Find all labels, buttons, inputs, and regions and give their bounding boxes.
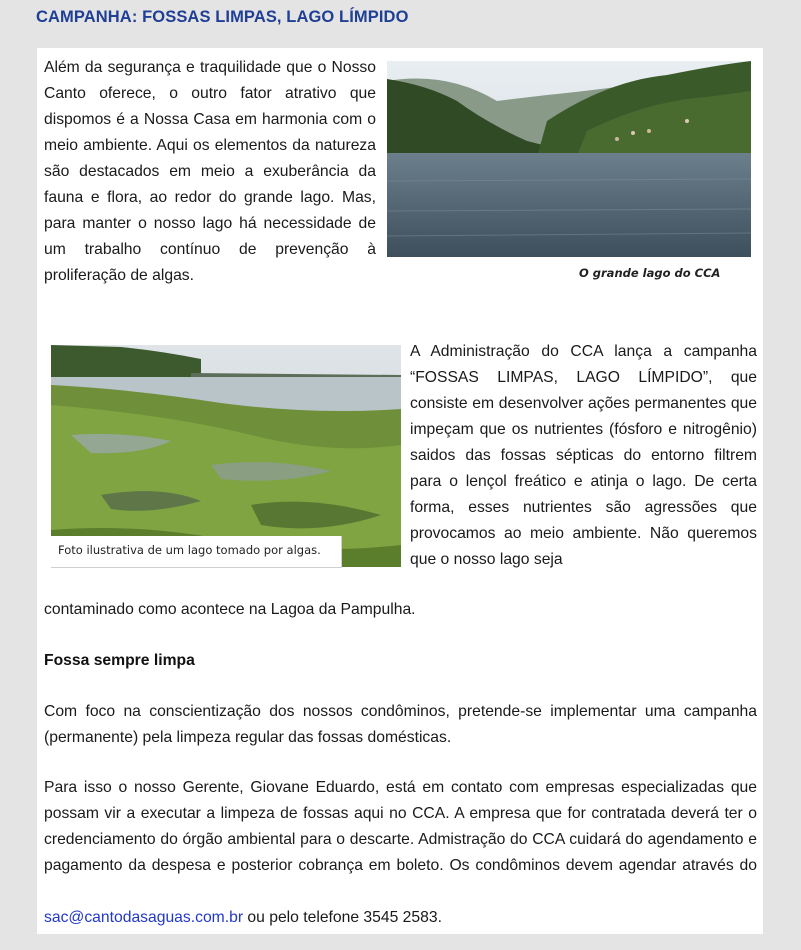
campaign-paragraph: A Administração do CCA lança a campanha “FOSSAS LIMPAS, LAGO LÍMPIDO”, que consiste em desenvolver ações permanentes que impeçam que os nutrientes (fósforo e nitrogênio) saidos das fossas sépticas do entorno filtrem para o lençol freático e atinja o lago. De certa forma, esses nutrientes são agressões que provocamos ao meio ambiente. Não queremos que o nosso lago seja — [410, 343, 757, 568]
algae-lake-photo-image — [51, 345, 401, 567]
algae-photo-caption: Foto ilustrativa de um lago tomado por algas. — [58, 543, 321, 557]
algae-lake-photo — [51, 345, 401, 567]
awareness-paragraph: Com foco na conscientização dos nossos condôminos, pretende-se implementar uma campanha (permanente) pela limpeza regular das fossas domésticas. — [44, 703, 757, 746]
intro-paragraph: Além da segurança e traquilidade que o Nosso Canto oferece, o outro fator atrativo que dispomos é a Nossa Casa em harmonia com o meio ambiente. Aqui os elementos da natureza são destacados em meio a exuberância da fauna e flora, ao redor do grande lago. Mas, para manter o nosso lago há necessidade de um trabalho contínuo de prevenção à proliferação de algas. — [44, 59, 376, 284]
section-heading: Fossa sempre limpa — [44, 652, 195, 669]
page-title: CAMPANHA: FOSSAS LIMPAS, LAGO LÍMPIDO — [36, 8, 409, 26]
email-link[interactable]: sac@cantodasaguas.com.br — [44, 909, 244, 926]
campaign-paragraph-end: contaminado como acontece na Lagoa da Pampulha. — [44, 601, 416, 618]
contact-paragraph: Para isso o nosso Gerente, Giovane Eduardo, está em contato com empresas especializadas que possam vir a executar a limpeza de fossas aqui no CCA. A empresa que for contratada deverá ter o credenciamento do órgão ambiental para o descarte. Admistração do CCA cuidará do agendamento e pagamento da despesa e posterior cobrança em boleto. Os condôminos devem agendar através do — [44, 779, 757, 874]
lake-photo-image — [387, 61, 751, 257]
lake-photo — [387, 61, 751, 257]
phone-text: ou pelo telefone 3545 2583. — [243, 909, 442, 926]
contact-line — [44, 905, 757, 931]
lake-photo-caption: O grande lago do CCA — [579, 266, 721, 280]
